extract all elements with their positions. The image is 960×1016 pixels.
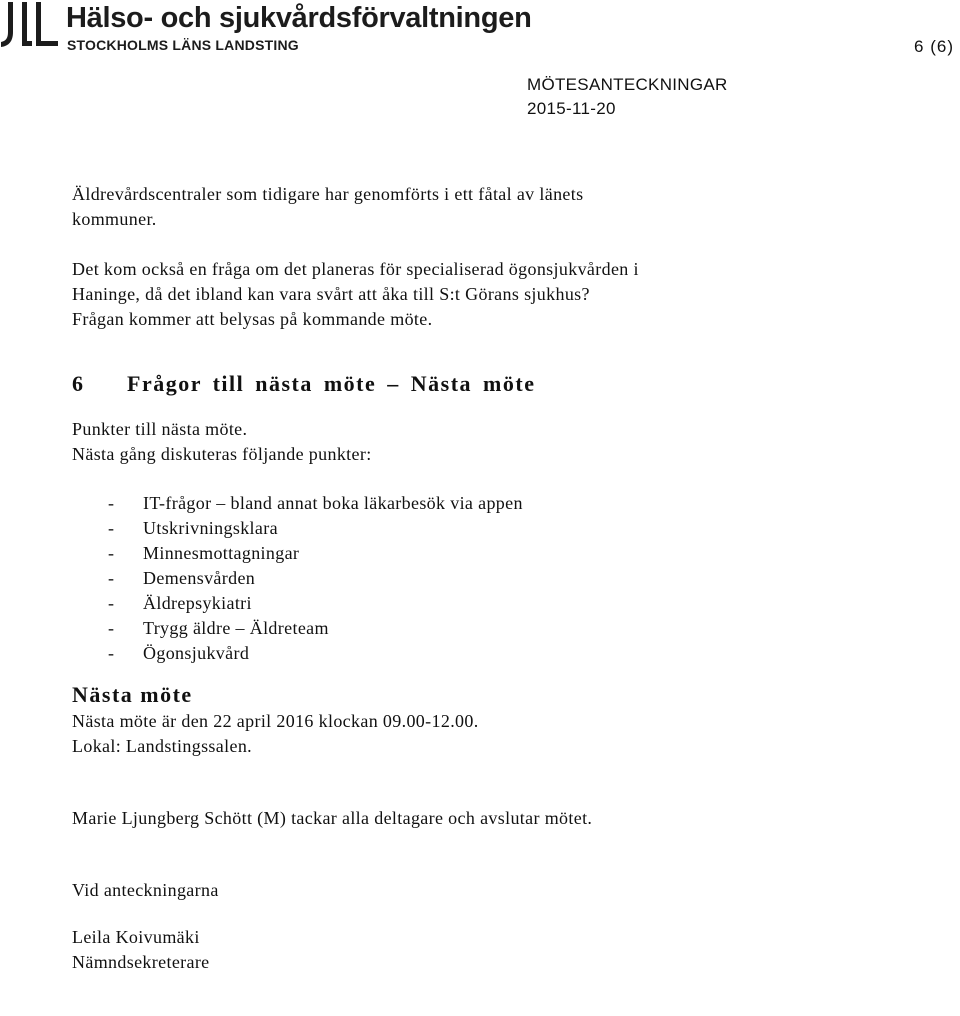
- next-meeting-date: Nästa möte är den 22 april 2016 klockan 09.00-12.00.: [72, 711, 479, 731]
- list-item: - Minnesmottagningar: [108, 541, 932, 566]
- section-lead-line: Nästa gång diskuteras följande punkter:: [72, 444, 372, 464]
- list-item: - Demensvården: [108, 566, 932, 591]
- next-meeting-heading: Nästa möte: [72, 682, 193, 707]
- section-heading: [72, 369, 932, 399]
- signoff-role: Nämndsekreterare: [72, 952, 210, 972]
- question-line: Haninge, då det ibland kan vara svårt att åka till S:t Görans sjukhus?: [72, 284, 590, 304]
- signoff-name: Leila Koivumäki: [72, 927, 200, 947]
- section-title: Frågor till nästa möte – Nästa möte: [127, 371, 536, 396]
- document-type: MÖTESANTECKNINGAR: [527, 75, 728, 94]
- list-item: - IT-frågor – bland annat boka läkarbesök via appen: [108, 491, 932, 516]
- discussion-points-list: [72, 491, 932, 666]
- organization-name: Hälso- och sjukvårdsförvaltningen: [66, 2, 532, 34]
- organization-subtitle: STOCKHOLMS LÄNS LANDSTING: [67, 37, 299, 53]
- page-number: 6 (6): [914, 37, 954, 56]
- closing-line: Marie Ljungberg Schött (M) tackar alla deltagare och avslutar mötet.: [72, 808, 593, 828]
- list-item: - Trygg äldre – Äldreteam: [108, 616, 932, 641]
- list-item: - Ögonsjukvård: [108, 641, 932, 666]
- list-item: - Äldrepsykiatri: [108, 591, 932, 616]
- question-line: Frågan kommer att belysas på kommande möte.: [72, 309, 433, 329]
- intro-line: kommuner.: [72, 209, 157, 229]
- signoff-label: Vid anteckningarna: [72, 880, 219, 900]
- document-body: [72, 182, 932, 975]
- section-lead-line: Punkter till nästa möte.: [72, 419, 248, 439]
- question-line: Det kom också en fråga om det planeras för specialiserad ögonsjukvården i: [72, 259, 639, 279]
- next-meeting-location: Lokal: Landstingssalen.: [72, 736, 253, 756]
- sll-logo-icon: [0, 0, 64, 52]
- document-date: 2015-11-20: [527, 99, 616, 118]
- intro-line: Äldrevårdscentraler som tidigare har genomförts i ett fåtal av länets: [72, 184, 584, 204]
- list-item: - Utskrivningsklara: [108, 516, 932, 541]
- section-number: 6: [72, 371, 85, 396]
